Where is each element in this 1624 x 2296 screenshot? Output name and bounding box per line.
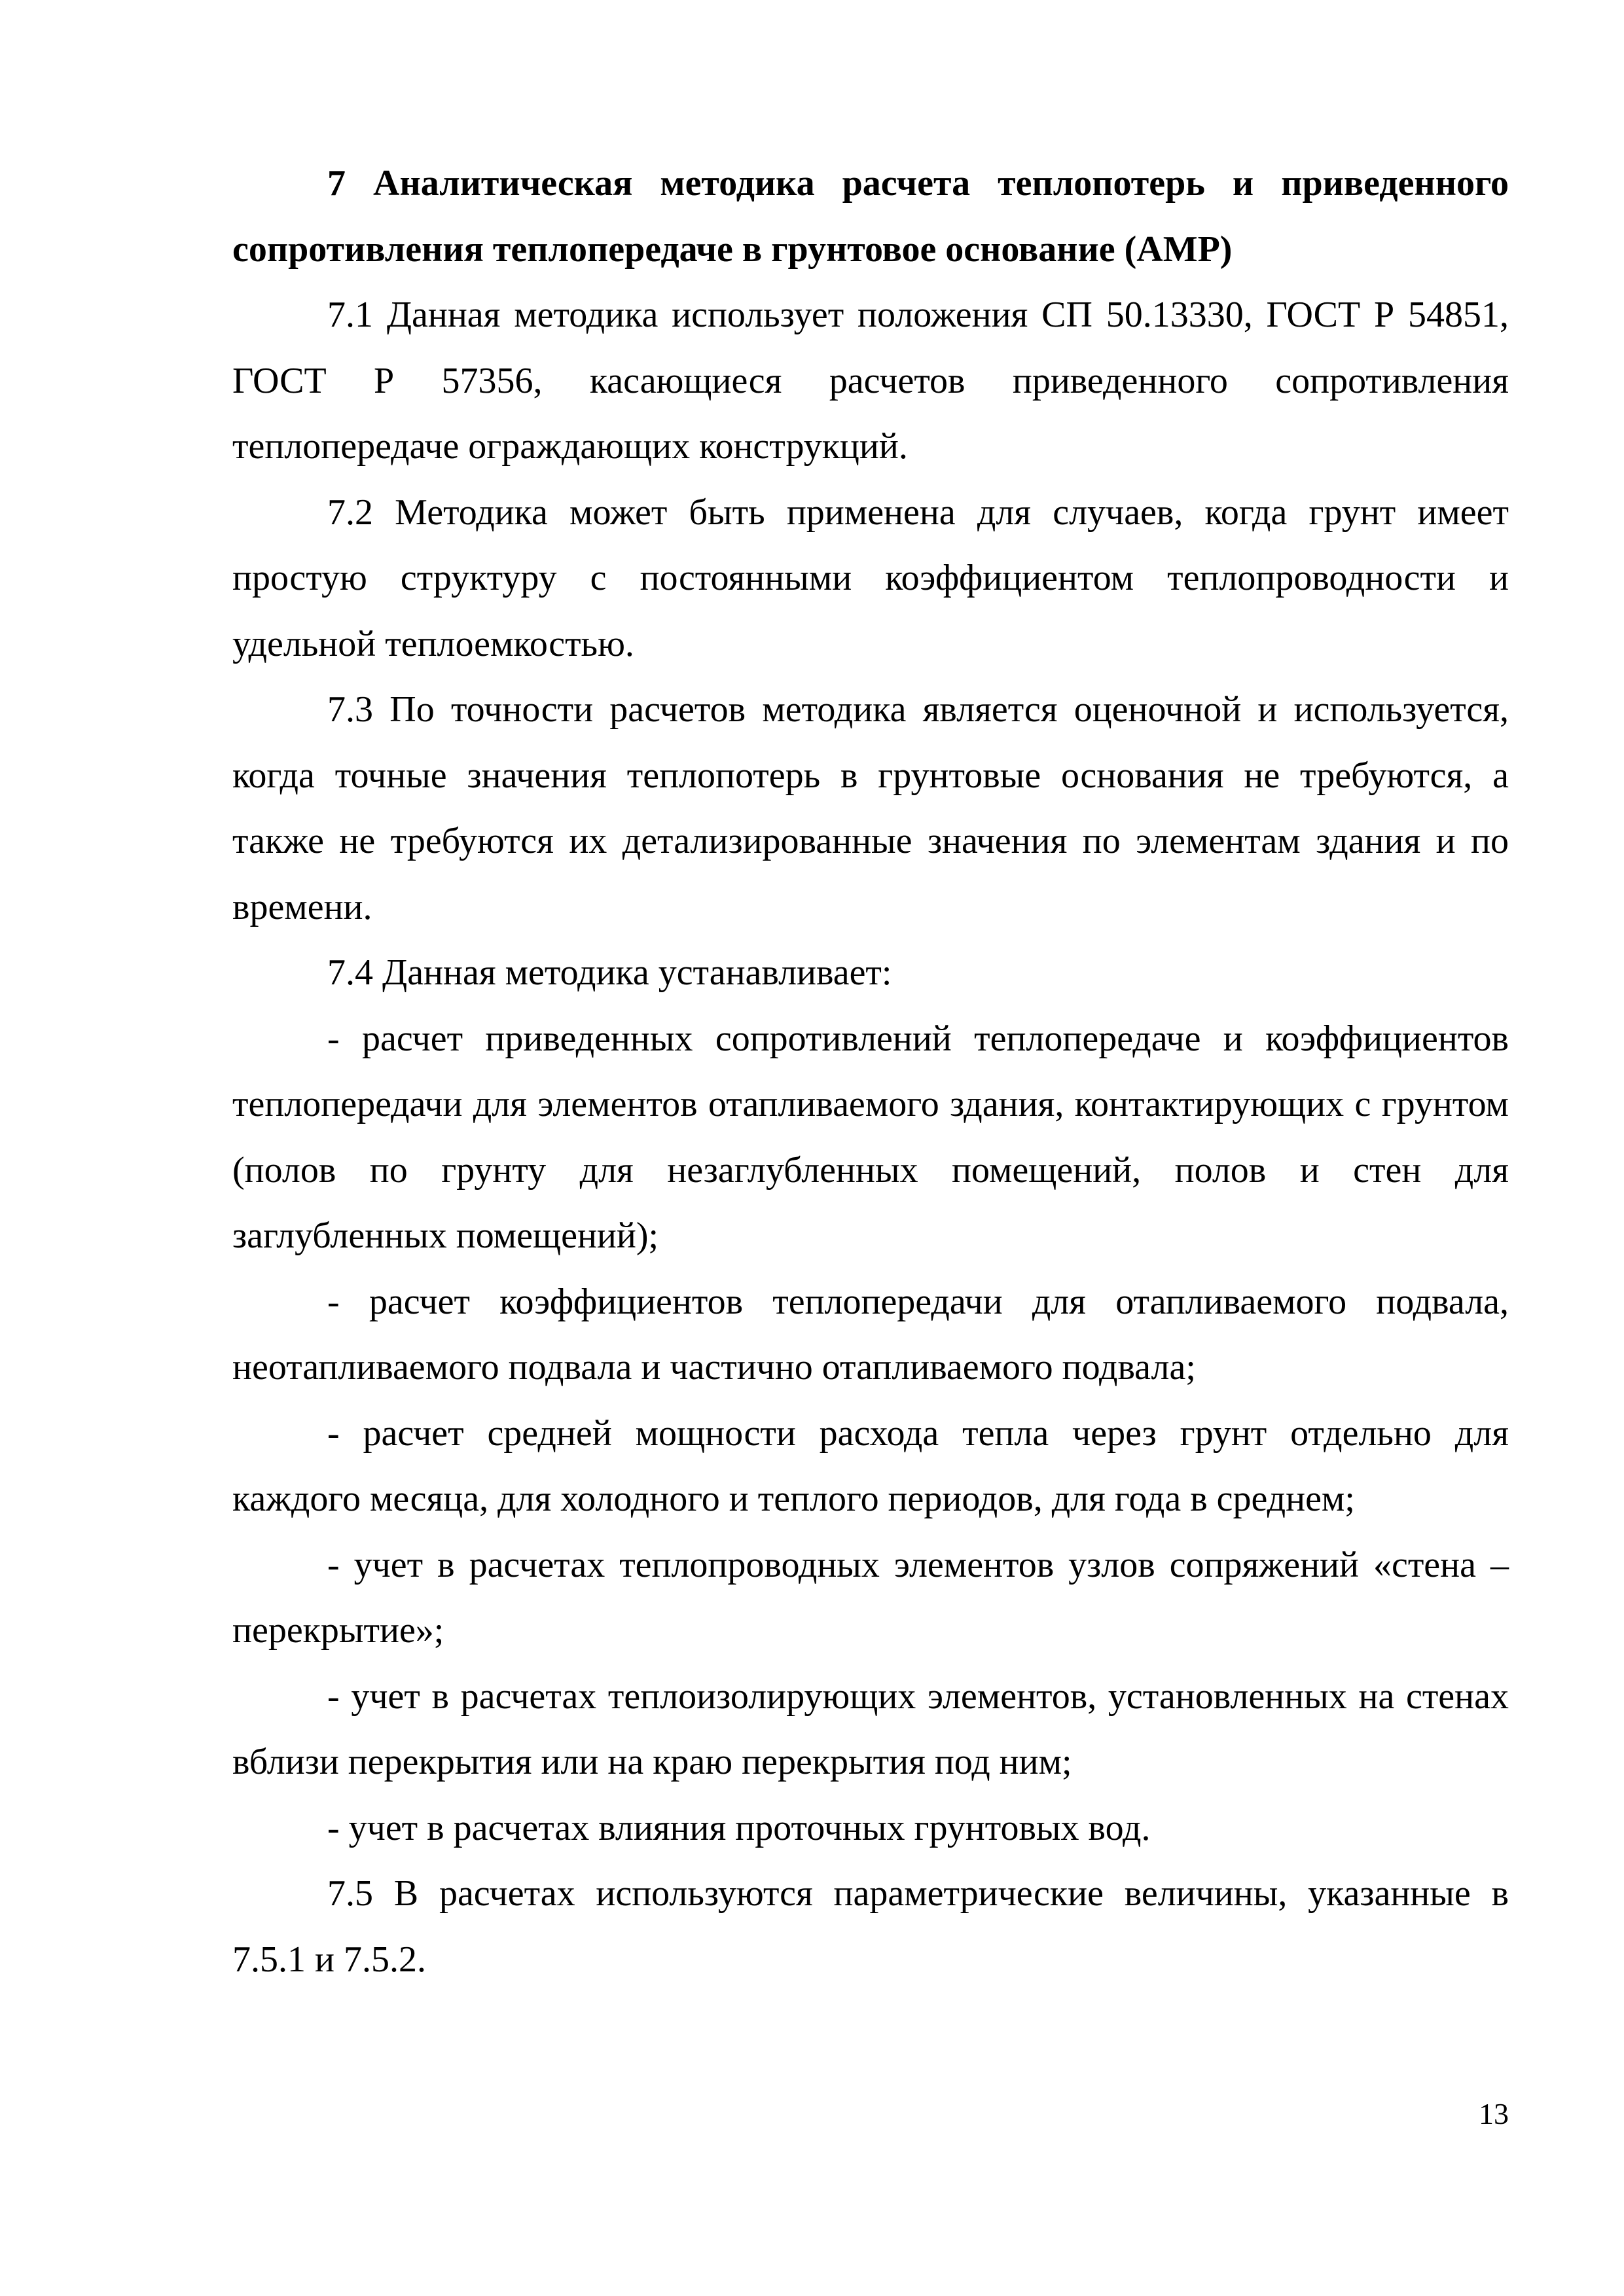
section-heading: 7 Аналитическая методика расчета теплопотерь и приведенного сопротивления теплопередаче в грунтовое основание (АМР) (232, 163, 1509, 270)
paragraph-7-2: 7.2 Методика может быть применена для случаев, когда грунт имеет простую структуру с постоянными коэффициентом теплопроводности и удельной теплоемкостью. (232, 492, 1509, 664)
list-item: - учет в расчетах теплопроводных элементов узлов сопряжений «стена – перекрытие»; (232, 1544, 1509, 1651)
page-number: 13 (1479, 2097, 1509, 2130)
list-item: - расчет коэффициентов теплопередачи для отапливаемого подвала, неотапливаемого подвала и частично отапливаемого подвала; (232, 1281, 1509, 1388)
paragraph-7-1: 7.1 Данная методика использует положения СП 50.13330, ГОСТ Р 54851, ГОСТ Р 57356, касающиеся расчетов приведенного сопротивления теплопередаче ограждающих конструкций. (232, 295, 1509, 467)
list-item: - расчет средней мощности расхода тепла через грунт отдельно для каждого месяца, для холодного и теплого периодов, для года в среднем; (232, 1412, 1509, 1519)
list-item: - учет в расчетах теплоизолирующих элементов, установленных на стенах вблизи перекрытия или на краю перекрытия под ним; (232, 1676, 1509, 1782)
paragraph-7-3: 7.3 По точности расчетов методика является оценочной и используется, когда точные значения теплопотерь в грунтовые основания не требуются, а также не требуются их детализированные значения по элементам здания и по времени. (232, 689, 1509, 927)
document-body (232, 151, 1509, 1992)
list-item: - учет в расчетах влияния проточных грунтовых вод. (327, 1807, 1151, 1848)
list-item: - расчет приведенных сопротивлений теплопередаче и коэффициентов теплопередачи для элементов отапливаемого здания, контактирующих с грунтом (полов по грунту для незаглубленных помещений, полов и стен для заглубленных помещений); (232, 1018, 1509, 1256)
paragraph-7-5: 7.5 В расчетах используются параметрические величины, указанные в 7.5.1 и 7.5.2. (232, 1873, 1509, 1980)
paragraph-7-4: 7.4 Данная методика устанавливает: (327, 952, 892, 993)
